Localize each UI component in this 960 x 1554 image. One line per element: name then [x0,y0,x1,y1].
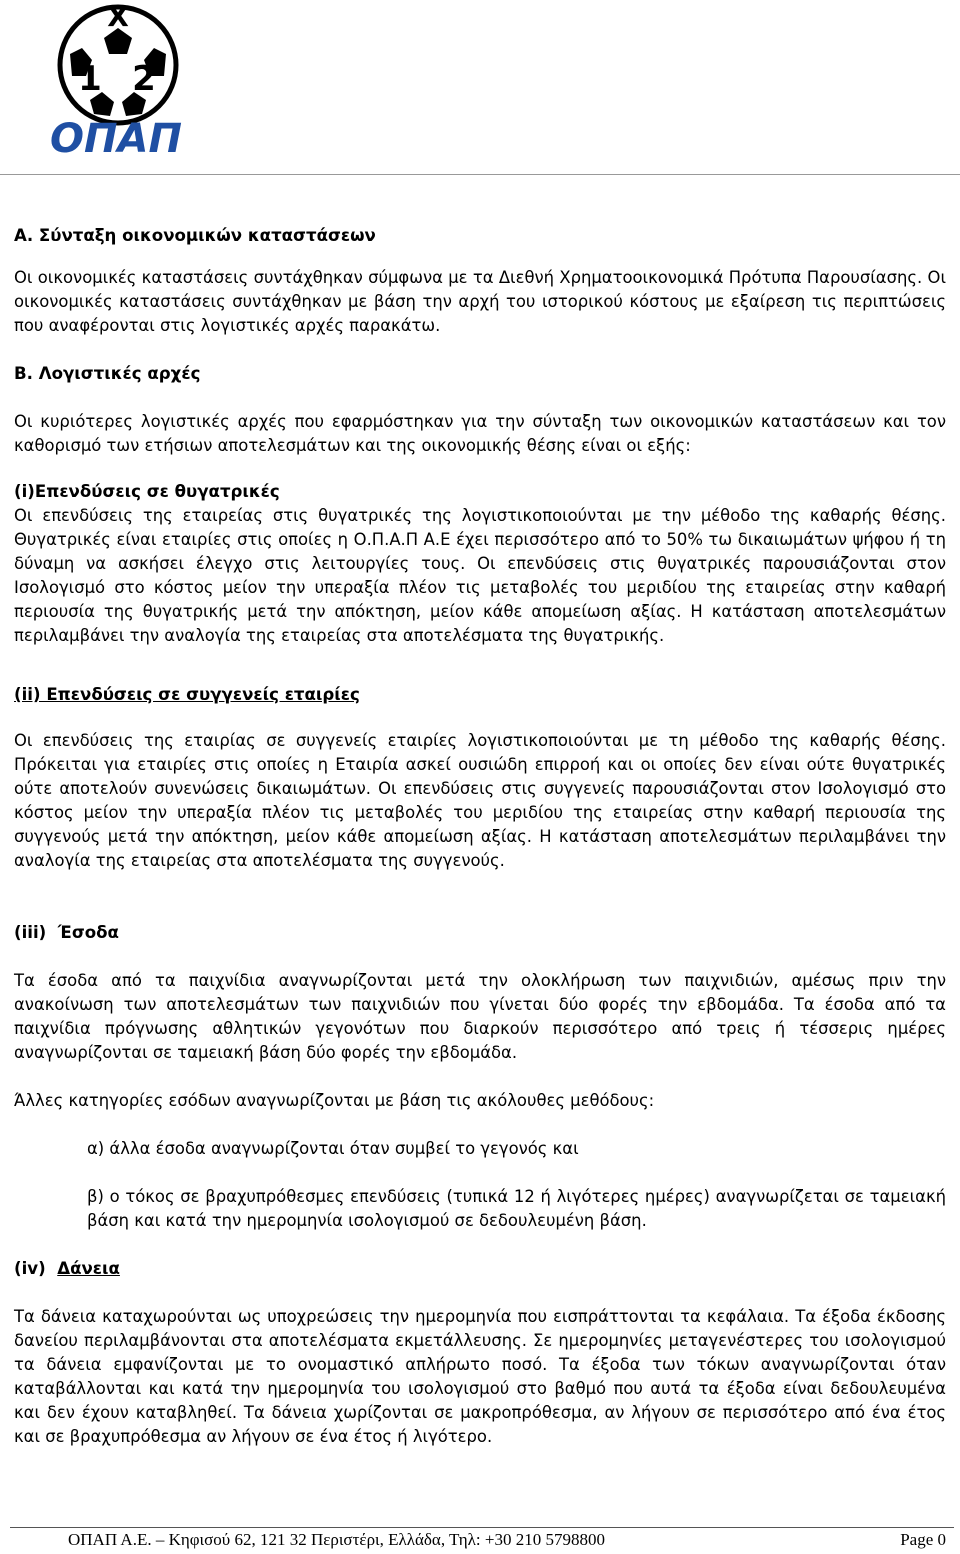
subsection-i-text: Οι επενδύσεις της εταιρείας στις θυγατρικές της λογιστικοποιούνται με την μέθοδο της καθαρής θέσης. Θυγατρικές είναι εταιρίες στις οποίες η Ο.Π.Α.Π Α.Ε έχει περισσότερο από το 50% τω δικαιωμάτων ψήφου ή τη δύναμη να ασκήσει έλεγχο στις λειτουργίες τους. Οι επενδύσεις στις θυγατρικές παρουσιάζονται στον Ισολογισμό στο κόστος μείον την υπεραξία πλέον τις μεταβολές του μεριδίου της εταιρείας στην καθαρή περιουσία της θυγατρικής μετά την απόκτηση, μείον κάθε απομείωση αξίας. Η κατάσταση αποτελεσμάτων περιλαμβάνει την αναλογία της εταιρείας στα αποτελέσματα της θυγατρικής. [14,506,946,645]
subsection-ii-text: Οι επενδύσεις της εταιρίας σε συγγενείς εταιρίες λογιστικοποιούνται με τη μέθοδο της καθαρής θέσης. Πρόκειται για εταιρίες στις οποίες η Εταιρία ασκεί ουσιώδη επιρροή και οι οποίες δεν είναι ούτε θυγατρικές ούτε αποτελούν συνενώσεις δικαιωμάτων. Οι επενδύσεις στις συγγενείς παρουσιάζονται στον Ισολογισμό στο κόστος μείον την υπεραξία πλέον τις μεταβολές του μεριδίου της εταιρείας στην καθαρή περιουσία της συγγενούς μετά την απόκτηση, μείον κάθε απομείωση αξίας. Η κατάσταση αποτελεσμάτων περιλαμβάνει την αναλογία της εταιρείας στα αποτελέσματα της συγγενούς. [14,731,946,870]
subsection-iii-label: (iii) [14,923,47,942]
logo-letter-1: 1 [78,59,102,99]
footer-address: ΟΠΑΠ Α.Ε. – Κηφισού 62, 121 32 Περιστέρι, Ελλάδα, Τηλ: +30 210 5798800 [68,1530,605,1549]
subsection-iv-label: (iv) [14,1259,46,1278]
subsection-iii-text1: Τα έσοδα από τα παιχνίδια αναγνωρίζονται μετά την ολοκλήρωση των παιχνιδιών, αμέσως πριν την ανακοίνωση των αποτελεσμάτων των παιχνιδιών που γίνεται δύο φορές την εβδομάδα. Τα έσοδα από τα παιχνίδια πρόγνωσης αθλητικών γεγονότων που διαρκούν περισσότερο από τρεις ή τέσσερις ημέρες αναγνωρίζονται σε ταμειακή βάση δύο φορές την εβδομάδα. [14,971,946,1062]
footer-page-number: Page 0 [900,1530,946,1549]
subsection-iv-title [14,1257,946,1281]
section-b-title: Β. Λογιστικές αρχές [14,364,201,383]
section-a-title: Α. Σύνταξη οικονομικών καταστάσεων [14,226,376,245]
section-b-text: Οι κυριότερες λογιστικές αρχές που εφαρμόστηκαν για την σύνταξη των οικονομικών καταστάσεων και τον καθορισμό των ετήσιων αποτελεσμάτων και της οικονομικής θέσης είναι οι εξής: [14,412,946,455]
subsection-iii-heading: Έσοδα [57,923,119,942]
subsection-i-title: (i)Επενδύσεις σε θυγατρικές [14,482,280,501]
subsection-ii-title: (ii) Επενδύσεις σε συγγενείς εταιρίες [14,685,360,704]
logo-letter-2: 2 [132,59,156,99]
page-footer [0,1528,960,1552]
subsection-iii-text2: Άλλες κατηγορίες εσόδων αναγνωρίζονται με βάση τις ακόλουθες μεθόδους: [14,1091,655,1110]
opap-logo [48,2,188,160]
subsection-iii-item-b: β) ο τόκος σε βραχυπρόθεσμες επενδύσεις (τυπικά 12 ή λιγότερες ημέρες) αναγνωρίζεται σε ταμειακή βάση και κατά την ημερομηνία ισολογισμού σε δεδουλευμένη βάση. [87,1187,946,1230]
header-divider [0,174,960,175]
subsection-iv-text: Τα δάνεια καταχωρούνται ως υποχρεώσεις την ημερομηνία που εισπράττονται τα κεφάλαια. Τα έξοδα έκδοσης δανείου περιλαμβάνονται στα αποτελέσματα εκμετάλλευσης. Σε ημερομηνίες μεταγενέστερες του ισολογισμού τα δάνεια εμφανίζονται με το ονομαστικό απλήρωτο ποσό. Τα έξοδα των τόκων αναγνωρίζονται όταν καταβάλλονται και κατά την ημερομηνία του ισολογισμού στο βαθμό που αυτά τα έξοδα είναι δεδουλευμένα και δεν έχουν καταβληθεί. Τα δάνεια χωρίζονται σε μακροπρόθεσμα, αν λήγουν σε περισσότερο από ένα έτος και σε βραχυπρόθεσμα αν λήγουν σε ένα έτος ή λιγότερο. [14,1307,946,1446]
subsection-iii-item-a: α) άλλα έσοδα αναγνωρίζονται όταν συμβεί το γεγονός και [87,1139,579,1158]
subsection-iv-heading: Δάνεια [57,1259,120,1278]
section-a-text: Οι οικονομικές καταστάσεις συντάχθηκαν σύμφωνα με τα Διεθνή Χρηματοοικονομικά Πρότυπα Παρουσίασης. Οι οικονομικές καταστάσεις συντάχθηκαν με βάση την αρχή του ιστορικού κόστους με εξαίρεση τις περιπτώσεις που αναφέρονται στις λογιστικές αρχές παρακάτω. [14,268,946,335]
document-body [14,224,946,1449]
logo-brand: ΟΠΑΠ [50,116,182,160]
subsection-iii-title [14,921,946,945]
logo-letter-x: X [107,2,129,33]
